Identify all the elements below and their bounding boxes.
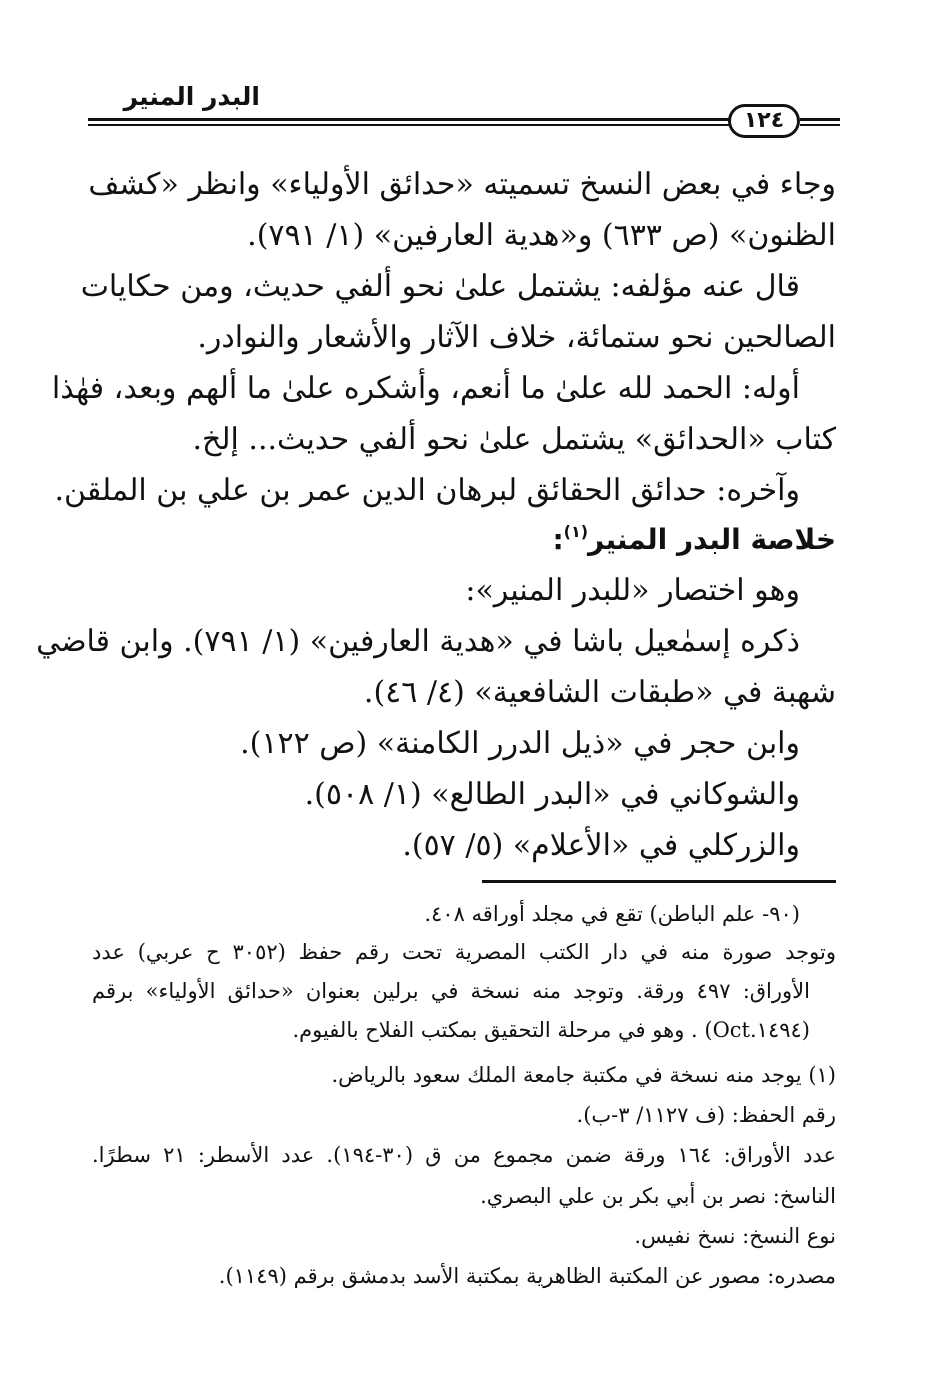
footnote-line: رقم الحفظ: (ف ١١٢٧/ ٣-ب). bbox=[576, 1103, 836, 1127]
footnote-line: (٩٠- علم الباطن) تقع في مجلد أوراقه ٤٠٨. bbox=[424, 902, 800, 926]
body-line: كتاب «الحدائق» يشتمل علىٰ نحو ألفي حديث... إلخ. bbox=[192, 422, 836, 457]
body-line: والشوكاني في «البدر الطالع» (١/ ٥٠٨). bbox=[304, 777, 800, 812]
body-line: وآخره: حدائق الحقائق لبرهان الدين عمر بن علي بن الملقن. bbox=[54, 473, 800, 508]
footnote-line: نوع النسخ: نسخ نفيس. bbox=[634, 1224, 836, 1248]
footnote-line: (١) يوجد منه نسخة في مكتبة جامعة الملك سعود بالرياض. bbox=[331, 1063, 836, 1087]
header-rule bbox=[88, 124, 730, 126]
body-line: ذكره إسمٰعيل باشا في «هدية العارفين» (١/ ٧٩١). وابن قاضي bbox=[36, 624, 800, 659]
heading-colon: : bbox=[552, 523, 564, 556]
body-line: وهو اختصار «للبدر المنير»: bbox=[465, 573, 800, 608]
footnote-line: الأوراق: ٤٩٧ ورقة. وتوجد منه نسخة في برلين بعنوان «حدائق الأولياء» برقم bbox=[92, 979, 810, 1003]
body-line: وجاء في بعض النسخ تسميته «حدائق الأولياء» وانظر «كشف bbox=[88, 167, 836, 202]
body-line: وابن حجر في «ذيل الدرر الكامنة» (ص ١٢٢). bbox=[240, 726, 800, 761]
footnote-line: وتوجد صورة منه في دار الكتب المصرية تحت رقم حفظ (٣٠٥٢ ح عربي) عدد bbox=[92, 940, 836, 964]
heading-text: خلاصة البدر المنير bbox=[588, 523, 836, 556]
page-number: ١٢٤ bbox=[728, 104, 800, 138]
body-line: الظنون» (ص ٦٣٣) و«هدية العارفين» (١/ ٧٩١). bbox=[247, 218, 836, 253]
header-rule bbox=[800, 124, 840, 126]
footnote-line: عدد الأوراق: ١٦٤ ورقة ضمن مجموع من ق (٣٠-١٩٤). عدد الأسطر: ٢١ سطرًا. bbox=[92, 1143, 836, 1167]
footnote-line: (١٤٩٤.Oct) . وهو في مرحلة التحقيق بمكتب الفلاح بالفيوم. bbox=[292, 1018, 810, 1042]
section-heading bbox=[92, 520, 836, 564]
footnote-line: الناسخ: نصر بن أبي بكر بن علي البصري. bbox=[480, 1184, 836, 1208]
body-line: الصالحين نحو ستمائة، خلاف الآثار والأشعار والنوادر. bbox=[197, 320, 836, 355]
footnote-marker: (١) bbox=[563, 522, 589, 541]
running-title: البدر المنير bbox=[123, 82, 260, 111]
footnote-separator bbox=[482, 880, 836, 883]
header-rule bbox=[800, 118, 840, 121]
footnote-line: مصدره: مصور عن المكتبة الظاهرية بمكتبة الأسد بدمشق برقم (١١٤٩). bbox=[218, 1264, 836, 1288]
body-line: شهبة في «طبقات الشافعية» (٤/ ٤٦). bbox=[363, 675, 836, 710]
body-line: أوله: الحمد لله علىٰ ما أنعم، وأشكره علىٰ ما ألهم وبعد، فهٰذا bbox=[51, 371, 800, 406]
page-header bbox=[88, 78, 840, 148]
body-line: قال عنه مؤلفه: يشتمل علىٰ نحو ألفي حديث، ومن حكايات bbox=[80, 269, 800, 304]
header-rule bbox=[88, 118, 730, 121]
body-line: والزركلي في «الأعلام» (٥/ ٥٧). bbox=[402, 828, 800, 863]
